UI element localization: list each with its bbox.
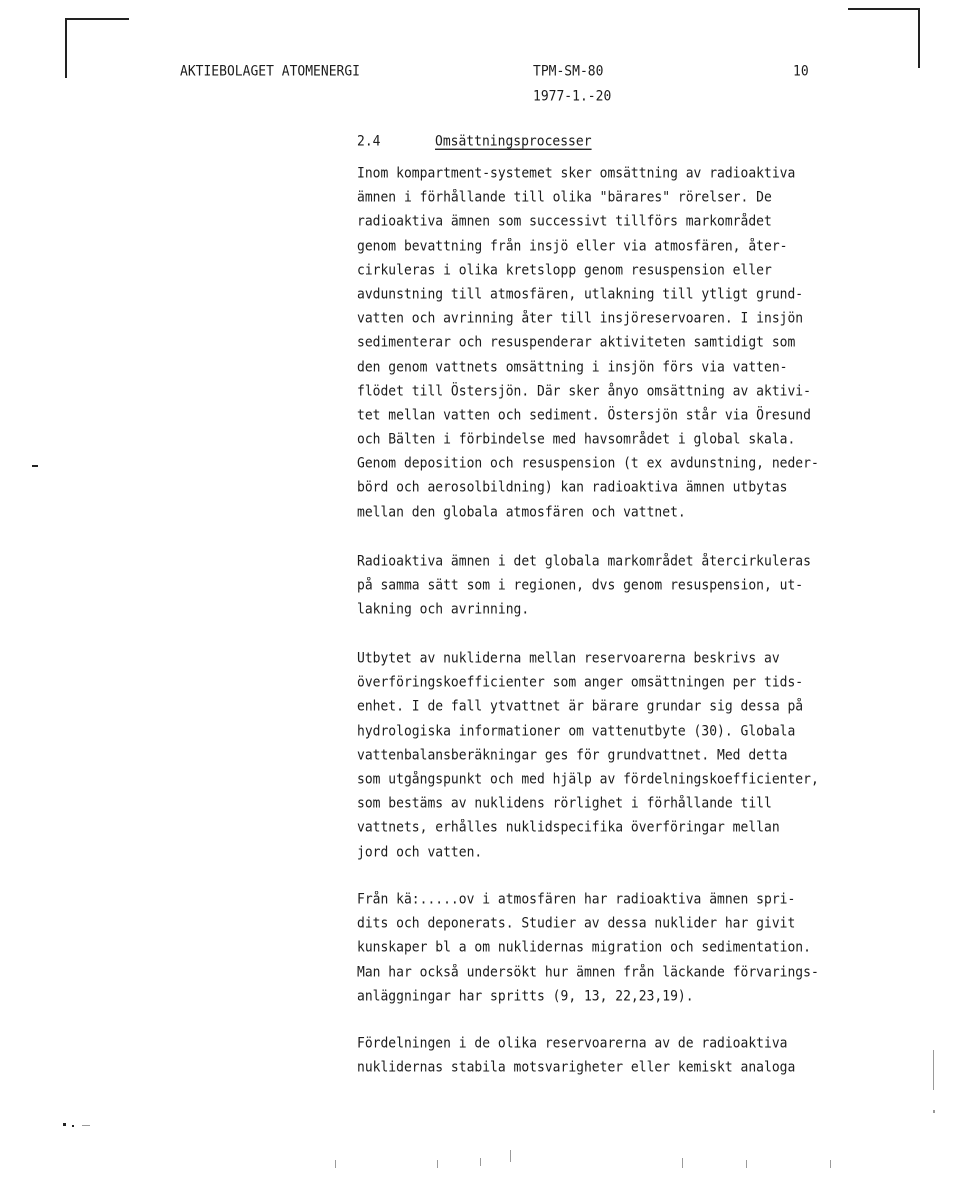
- text-line: vattnets, erhålles nuklidspecifika överföringar mellan: [357, 819, 780, 837]
- text-line: Genom deposition och resuspension (t ex avdunstning, neder-: [357, 455, 819, 473]
- corner-mark-top-right-horizontal: [848, 8, 920, 10]
- paragraph-4: [357, 888, 827, 1009]
- text-line: som utgångspunkt och med hjälp av fördelningskoefficienter,: [357, 770, 819, 788]
- text-line: flödet till Östersjön. Där sker ånyo omsättning av aktivi-: [357, 382, 811, 400]
- margin-dot-right: [933, 1110, 935, 1113]
- section-number: [357, 130, 380, 154]
- text-line: vatten och avrinning åter till insjöreservoaren. I insjön: [357, 310, 804, 327]
- section-title-text: Omsättningsprocesser: [435, 133, 592, 150]
- scan-dot-bottom-left-1: [63, 1123, 66, 1126]
- text-line: enhet. I de fall ytvattnet är bärare grundar sig dessa på: [357, 698, 804, 716]
- text-line: börd och aerosolbildning) kan radioaktiva ämnen utbytas: [357, 479, 788, 497]
- scan-tick-bottom-3: [480, 1158, 481, 1166]
- section-number-text: 2.4: [357, 133, 381, 150]
- text-line: dits och deponerats. Studier av dessa nuklider har givit: [357, 915, 796, 933]
- header-organization-text: AKTIEBOLAGET ATOMENERGI: [180, 63, 361, 80]
- text-line: vattenbalansberäkningar ges för grundvattnet. Med detta: [357, 746, 788, 764]
- text-line: jord och vatten.: [357, 843, 483, 861]
- text-line: Radioaktiva ämnen i det globala markområdet återcirkuleras: [357, 553, 811, 570]
- text-line: den genom vattnets omsättning i insjön förs via vatten-: [357, 358, 788, 376]
- scan-tick-bottom-7: [830, 1160, 831, 1168]
- scan-tick-bottom-2: [437, 1160, 438, 1168]
- header-page-number-text: 10: [793, 63, 809, 80]
- paragraph-5: [357, 1032, 827, 1080]
- corner-mark-top-left-vertical: [65, 18, 67, 78]
- text-line: anläggningar har spritts (9, 13, 22,23,19).: [357, 987, 694, 1005]
- header-organization: [180, 60, 360, 84]
- corner-mark-top-right-vertical: [918, 8, 920, 68]
- scan-dot-bottom-left-2: [72, 1125, 74, 1127]
- text-line: som bestäms av nuklidens rörlighet i förhållande till: [357, 795, 772, 812]
- corner-mark-top-left-horizontal: [65, 18, 129, 20]
- scan-tick-bottom-4: [510, 1150, 511, 1162]
- header-document-number: [533, 60, 603, 84]
- text-line: cirkuleras i olika kretslopp genom resuspension eller: [357, 261, 772, 279]
- text-line: radioaktiva ämnen som successivt tillförs markområdet: [357, 213, 772, 231]
- scan-tick-bottom-5: [682, 1158, 683, 1168]
- text-line: ämnen i förhållande till olika "bärares" rörelser. De: [357, 189, 772, 207]
- paragraph-3: [357, 647, 827, 865]
- text-line: Man har också undersökt hur ämnen från läckande förvarings-: [357, 963, 819, 981]
- text-line: Fördelningen i de olika reservoarerna av de radioaktiva: [357, 1035, 788, 1052]
- text-line: avdunstning till atmosfären, utlakning till ytligt grund-: [357, 285, 804, 303]
- header-date: [533, 85, 611, 109]
- scan-tick-bottom-6: [746, 1160, 747, 1168]
- text-line: mellan den globala atmosfären och vattnet.: [357, 503, 686, 521]
- paragraph-1: [357, 162, 827, 525]
- text-line: på samma sätt som i regionen, dvs genom resuspension, ut-: [357, 577, 804, 595]
- margin-line-right: [933, 1050, 934, 1090]
- scan-dot-bottom-left-3: [82, 1125, 90, 1126]
- text-line: genom bevattning från insjö eller via atmosfären, åter-: [357, 237, 788, 255]
- text-line: tet mellan vatten och sediment. Östersjön står via Öresund: [357, 406, 811, 424]
- section-title: [435, 130, 592, 154]
- header-document-number-text: TPM-SM-80: [533, 63, 604, 80]
- header-page-number: [793, 60, 809, 84]
- text-line: och Bälten i förbindelse med havsområdet i global skala.: [357, 431, 796, 448]
- text-line: Utbytet av nukliderna mellan reservoarerna beskrivs av: [357, 650, 780, 667]
- text-line: sedimenterar och resuspenderar aktiviteten samtidigt som: [357, 334, 796, 352]
- text-line: Inom kompartment-systemet sker omsättning av radioaktiva: [357, 165, 796, 182]
- text-line: Från kä:.....ov i atmosfären har radioaktiva ämnen spri-: [357, 891, 796, 908]
- margin-tick-left: [32, 465, 38, 467]
- text-line: lakning och avrinning.: [357, 601, 530, 619]
- paragraph-2: [357, 550, 827, 623]
- scan-tick-bottom-1: [335, 1160, 336, 1168]
- text-line: överföringskoefficienter som anger omsättningen per tids-: [357, 674, 804, 692]
- text-line: kunskaper bl a om nuklidernas migration och sedimentation.: [357, 939, 811, 957]
- text-line: hydrologiska informationer om vattenutbyte (30). Globala: [357, 722, 796, 740]
- header-date-text: 1977-1.-20: [533, 88, 612, 105]
- text-line: nuklidernas stabila motsvarigheter eller kemiskt analoga: [357, 1059, 796, 1077]
